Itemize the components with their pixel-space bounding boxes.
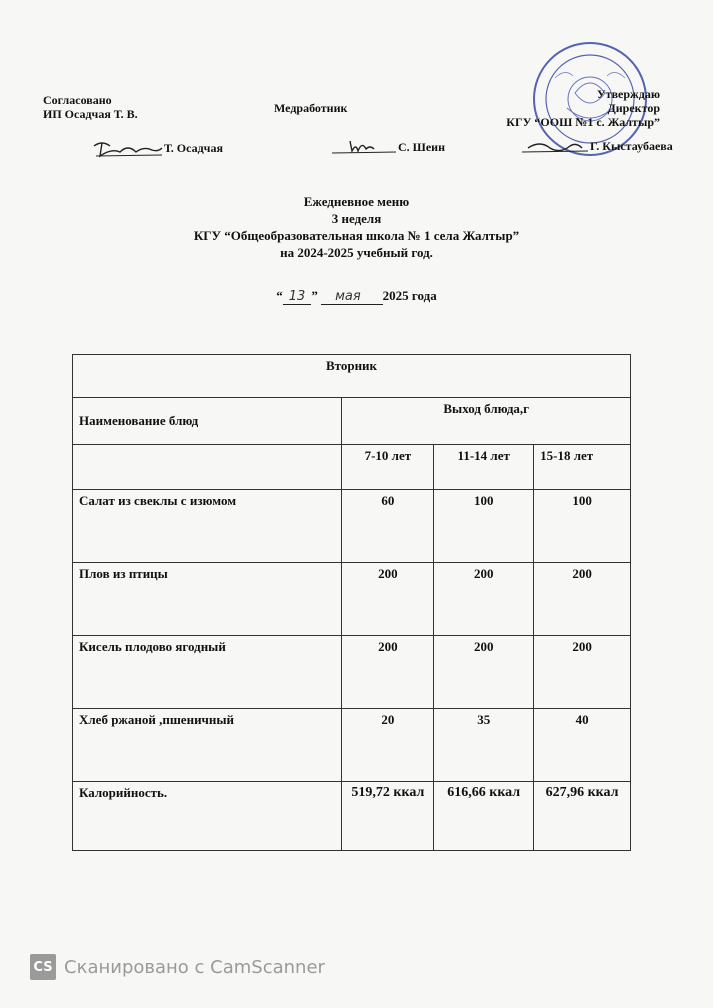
dish-value: 200 bbox=[434, 636, 534, 709]
table-row bbox=[73, 398, 631, 445]
scanner-watermark bbox=[30, 954, 325, 980]
signature-shein bbox=[330, 137, 445, 159]
calories-value: 519,72 ккал bbox=[342, 782, 434, 851]
date-open-quote: “ bbox=[276, 288, 283, 303]
dish-value: 35 bbox=[434, 709, 534, 782]
director-title: Директор bbox=[607, 101, 660, 115]
dish-name: Салат из свеклы с изюмом bbox=[73, 490, 342, 563]
dish-value: 60 bbox=[342, 490, 434, 563]
table-row bbox=[73, 636, 631, 709]
dish-name: Кисель плодово ягодный bbox=[73, 636, 342, 709]
director-label: Утверждаю bbox=[596, 87, 660, 101]
calories-label: Калорийность. bbox=[73, 782, 342, 851]
dish-value: 200 bbox=[342, 636, 434, 709]
sig3-name: Г. Кыстаубаева bbox=[590, 138, 673, 153]
handwritten-signature bbox=[92, 138, 164, 160]
medic-label: Медработник bbox=[274, 101, 348, 115]
table-row bbox=[73, 445, 631, 490]
dish-value: 200 bbox=[434, 563, 534, 636]
dish-value: 100 bbox=[434, 490, 534, 563]
date-year: 2025 года bbox=[382, 288, 437, 303]
calories-value: 627,96 ккал bbox=[534, 782, 631, 851]
signature-osadchaya bbox=[92, 138, 223, 160]
handwritten-signature bbox=[520, 136, 590, 158]
dish-value: 200 bbox=[534, 636, 631, 709]
dish-name: Хлеб ржаной ,пшеничный bbox=[73, 709, 342, 782]
day-of-week: Вторник bbox=[73, 355, 631, 398]
sig2-name: С. Шеин bbox=[398, 139, 445, 154]
dish-value: 20 bbox=[342, 709, 434, 782]
watermark-text: Сканировано с CamScanner bbox=[64, 956, 325, 978]
age-group: 7-10 лет bbox=[342, 445, 434, 490]
sig1-name: Т. Осадчая bbox=[164, 140, 223, 155]
title-line1: Ежедневное меню bbox=[303, 194, 410, 209]
dish-value: 40 bbox=[534, 709, 631, 782]
director-org: КГУ “ООШ №1 с. Жалтыр” bbox=[506, 115, 660, 129]
table-row bbox=[73, 490, 631, 563]
table-row bbox=[73, 709, 631, 782]
approved-label: Согласовано bbox=[43, 93, 112, 107]
date-month: мая bbox=[321, 289, 383, 305]
age-group: 11-14 лет bbox=[434, 445, 534, 490]
title-line3: КГУ “Общеобразовательная школа № 1 села Жалтыр” bbox=[193, 228, 520, 243]
date-close-quote: ” bbox=[311, 288, 318, 303]
director-block bbox=[440, 87, 660, 129]
column-header-name: Наименование блюд bbox=[73, 398, 342, 445]
table-row bbox=[73, 355, 631, 398]
document-date bbox=[0, 288, 713, 305]
title-line2: 3 неделя bbox=[331, 211, 382, 226]
approved-name: ИП Осадчая Т. В. bbox=[43, 107, 138, 121]
dish-value: 100 bbox=[534, 490, 631, 563]
dish-name: Плов из птицы bbox=[73, 563, 342, 636]
handwritten-signature bbox=[330, 137, 398, 159]
title-line4: на 2024-2025 учебный год. bbox=[280, 245, 433, 260]
menu-table bbox=[72, 354, 631, 851]
date-day: 13 bbox=[283, 289, 312, 305]
camscanner-logo-icon: CS bbox=[30, 954, 56, 980]
approval-block bbox=[43, 93, 138, 121]
dish-value: 200 bbox=[342, 563, 434, 636]
age-group: 15-18 лет bbox=[534, 445, 631, 490]
empty-cell bbox=[73, 445, 342, 490]
dish-value: 200 bbox=[534, 563, 631, 636]
table-row bbox=[73, 782, 631, 851]
table-row bbox=[73, 563, 631, 636]
signature-kystaubaeva bbox=[520, 136, 673, 158]
document-title bbox=[0, 193, 713, 261]
column-header-output: Выход блюда,г bbox=[342, 398, 631, 445]
calories-value: 616,66 ккал bbox=[434, 782, 534, 851]
